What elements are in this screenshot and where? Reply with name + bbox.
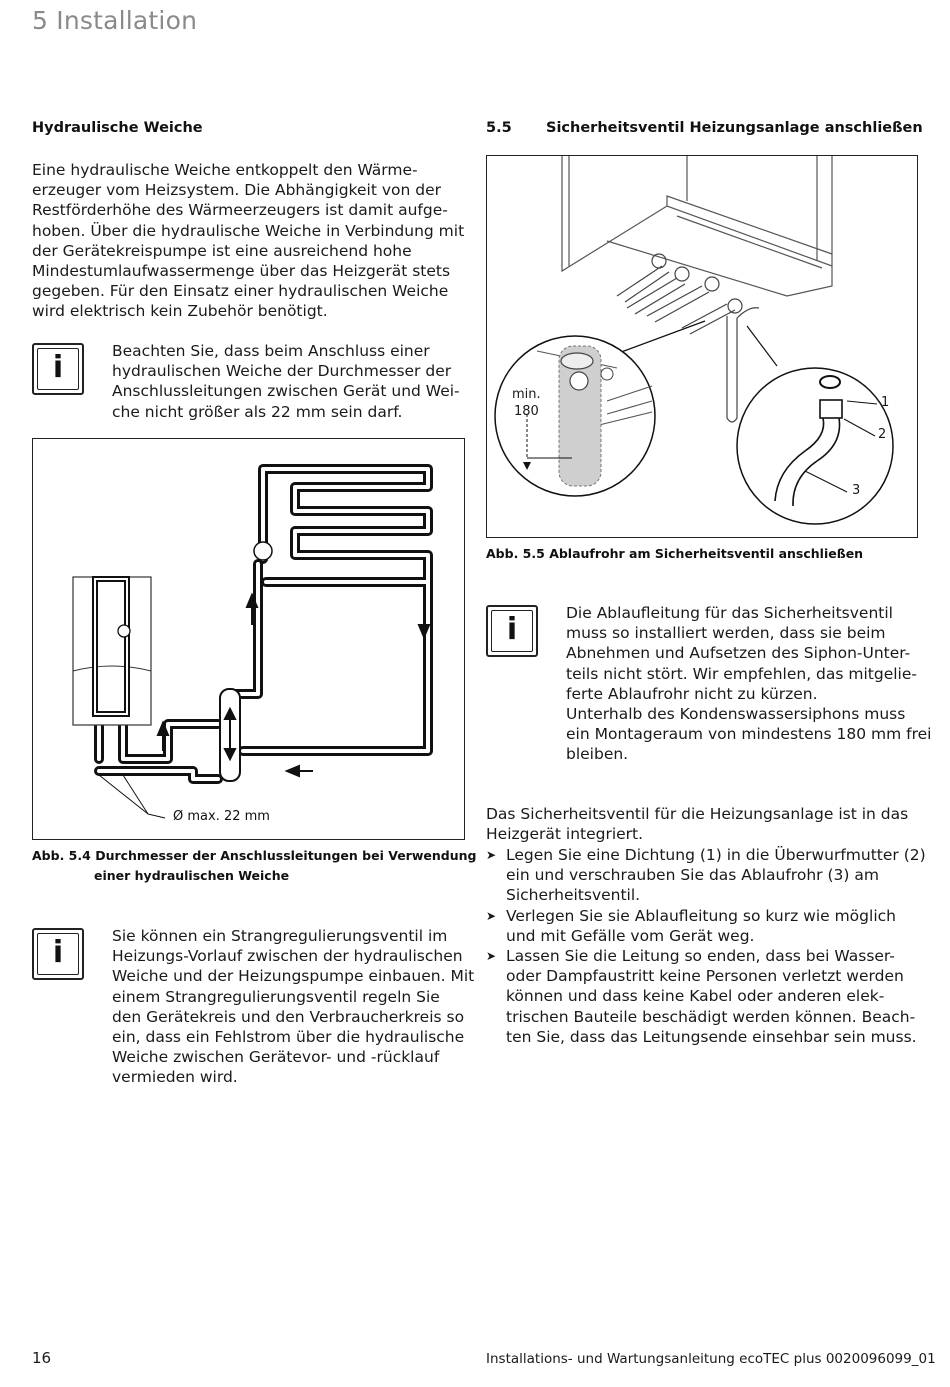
info-line: vermieden wird.	[112, 1068, 238, 1087]
info-line: Abnehmen und Aufsetzen des Siphon-Unter-	[566, 644, 911, 663]
hydraulic-diagram-svg	[33, 439, 464, 839]
info-line: Die Ablaufleitung für das Sicherheitsventil	[566, 604, 893, 622]
info-icon: i	[32, 343, 84, 395]
info-line: Weiche zwischen Gerätevor- und -rücklauf	[112, 1048, 440, 1067]
document-title-footer: Installations- und Wartungsanleitung ecoTEC plus 0020096099_01	[486, 1351, 936, 1367]
diameter-label: Ø max. 22 mm	[173, 809, 270, 824]
part-label-1: 1	[881, 395, 890, 410]
chapter-title: 5 Installation	[32, 6, 198, 35]
intro-line: hoben. Über die hydraulische Weiche in Verbindung mit	[32, 221, 465, 240]
intro-paragraph	[32, 160, 464, 322]
figure-caption-5-4	[32, 846, 476, 866]
step-line: Verlegen Sie sie Ablaufleitung so kurz wie möglich	[506, 906, 896, 925]
dimension-min-label: min.	[512, 387, 541, 402]
figure-safety-valve-drain	[486, 155, 918, 538]
info-line: Heizungs-Vorlauf zwischen der hydraulischen	[112, 947, 463, 966]
info-line: hydraulischen Weiche der Durchmesser der	[112, 362, 452, 381]
dimension-value-label: 180	[514, 404, 539, 419]
figure-caption-5-5	[486, 544, 863, 564]
instruction-list	[486, 845, 926, 1047]
info-icon: i	[32, 928, 84, 980]
caption-number: Abb. 5.4	[32, 848, 91, 863]
caption-number: Abb. 5.5	[486, 546, 545, 561]
info-line: ein Montageraum von mindestens 180 mm frei	[566, 725, 932, 744]
figure-hydraulic-separator-diagram	[32, 438, 465, 840]
info-note-drain	[566, 603, 931, 765]
section-title: Sicherheitsventil Heizungsanlage anschließen	[546, 120, 923, 136]
part-label-3: 3	[852, 483, 861, 498]
step-line: Lassen Sie die Leitung so enden, dass bei Wasser-	[506, 947, 895, 966]
step-line: Sicherheitsventil.	[506, 886, 641, 905]
step-line: können und dass keine Kabel oder anderen elek-	[506, 987, 885, 1006]
caption-text: Ablaufrohr am Sicherheitsventil anschließen	[549, 546, 864, 561]
safety-valve-illustration	[487, 156, 917, 537]
paragraph-line: Heizgerät integriert.	[486, 825, 644, 844]
info-line: teils nicht stört. Wir empfehlen, das mitgelie-	[566, 664, 917, 683]
paragraph-line: Das Sicherheitsventil für die Heizungsanlage ist in das	[486, 805, 909, 823]
step-line: Legen Sie eine Dichtung (1) in die Überwurfmutter (2)	[506, 846, 926, 864]
arrow-bullet-icon: ➤	[486, 949, 497, 964]
info-icon: i	[486, 605, 538, 657]
section-heading-hydraulische-weiche: Hydraulische Weiche	[32, 120, 203, 136]
info-line: ferte Ablaufrohr nicht zu kürzen.	[566, 684, 818, 703]
info-line: ein, dass ein Fehlstrom über die hydraulische	[112, 1028, 465, 1047]
info-line: den Gerätekreis und den Verbraucherkreis so	[112, 1007, 465, 1026]
step-line: und mit Gefälle vom Gerät weg.	[506, 926, 755, 945]
list-item	[486, 946, 926, 1047]
info-line: che nicht größer als 22 mm sein darf.	[112, 402, 403, 421]
info-note-valve	[112, 926, 474, 1088]
safety-valve-paragraph	[486, 804, 908, 844]
step-line: trischen Bauteile beschädigt werden können. Beach-	[506, 1007, 916, 1026]
caption-text: Durchmesser der Anschlussleitungen bei Verwendung	[95, 848, 477, 863]
info-line: Beachten Sie, dass beim Anschluss einer	[112, 342, 430, 360]
info-line: bleiben.	[566, 745, 629, 764]
list-item	[486, 906, 926, 946]
intro-line: Mindestumlaufwassermenge über das Heizgerät stets	[32, 262, 451, 281]
intro-line: Restförderhöhe des Wärmeerzeugers ist damit aufge-	[32, 201, 448, 220]
info-line: muss so installiert werden, dass sie beim	[566, 624, 886, 643]
section-number: 5.5	[486, 120, 512, 136]
intro-line: erzeuger vom Heizsystem. Die Abhängigkeit von der	[32, 181, 441, 200]
caption-text-continued: einer hydraulischen Weiche	[94, 868, 290, 883]
info-line: einem Strangregulierungsventil regeln Sie	[112, 987, 440, 1006]
info-line: Weiche und der Heizungspumpe einbauen. Mit	[112, 967, 475, 986]
list-item	[486, 845, 926, 906]
intro-line: Eine hydraulische Weiche entkoppelt den Wärme-	[32, 161, 418, 179]
intro-line: wird elektrisch kein Zubehör benötigt.	[32, 302, 328, 321]
info-line: Unterhalb des Kondenswassersiphons muss	[566, 705, 906, 724]
intro-line: der Gerätekreispumpe ist eine ausreichend hohe	[32, 241, 412, 260]
info-line: Anschlussleitungen zwischen Gerät und Wei-	[112, 382, 460, 401]
page-number: 16	[32, 1349, 52, 1367]
arrow-bullet-icon: ➤	[486, 848, 497, 862]
intro-line: gegeben. Für den Einsatz einer hydraulischen Weiche	[32, 282, 449, 301]
step-line: ein und verschrauben Sie das Ablaufrohr (3) am	[506, 866, 879, 885]
part-label-2: 2	[878, 427, 887, 442]
arrow-bullet-icon: ➤	[486, 908, 497, 923]
step-line: ten Sie, dass das Leitungsende einsehbar sein muss.	[506, 1027, 917, 1046]
info-note-diameter	[112, 341, 460, 422]
info-line: Sie können ein Strangregulierungsventil im	[112, 927, 448, 945]
step-line: oder Dampfaustritt keine Personen verletzt werden	[506, 967, 904, 986]
